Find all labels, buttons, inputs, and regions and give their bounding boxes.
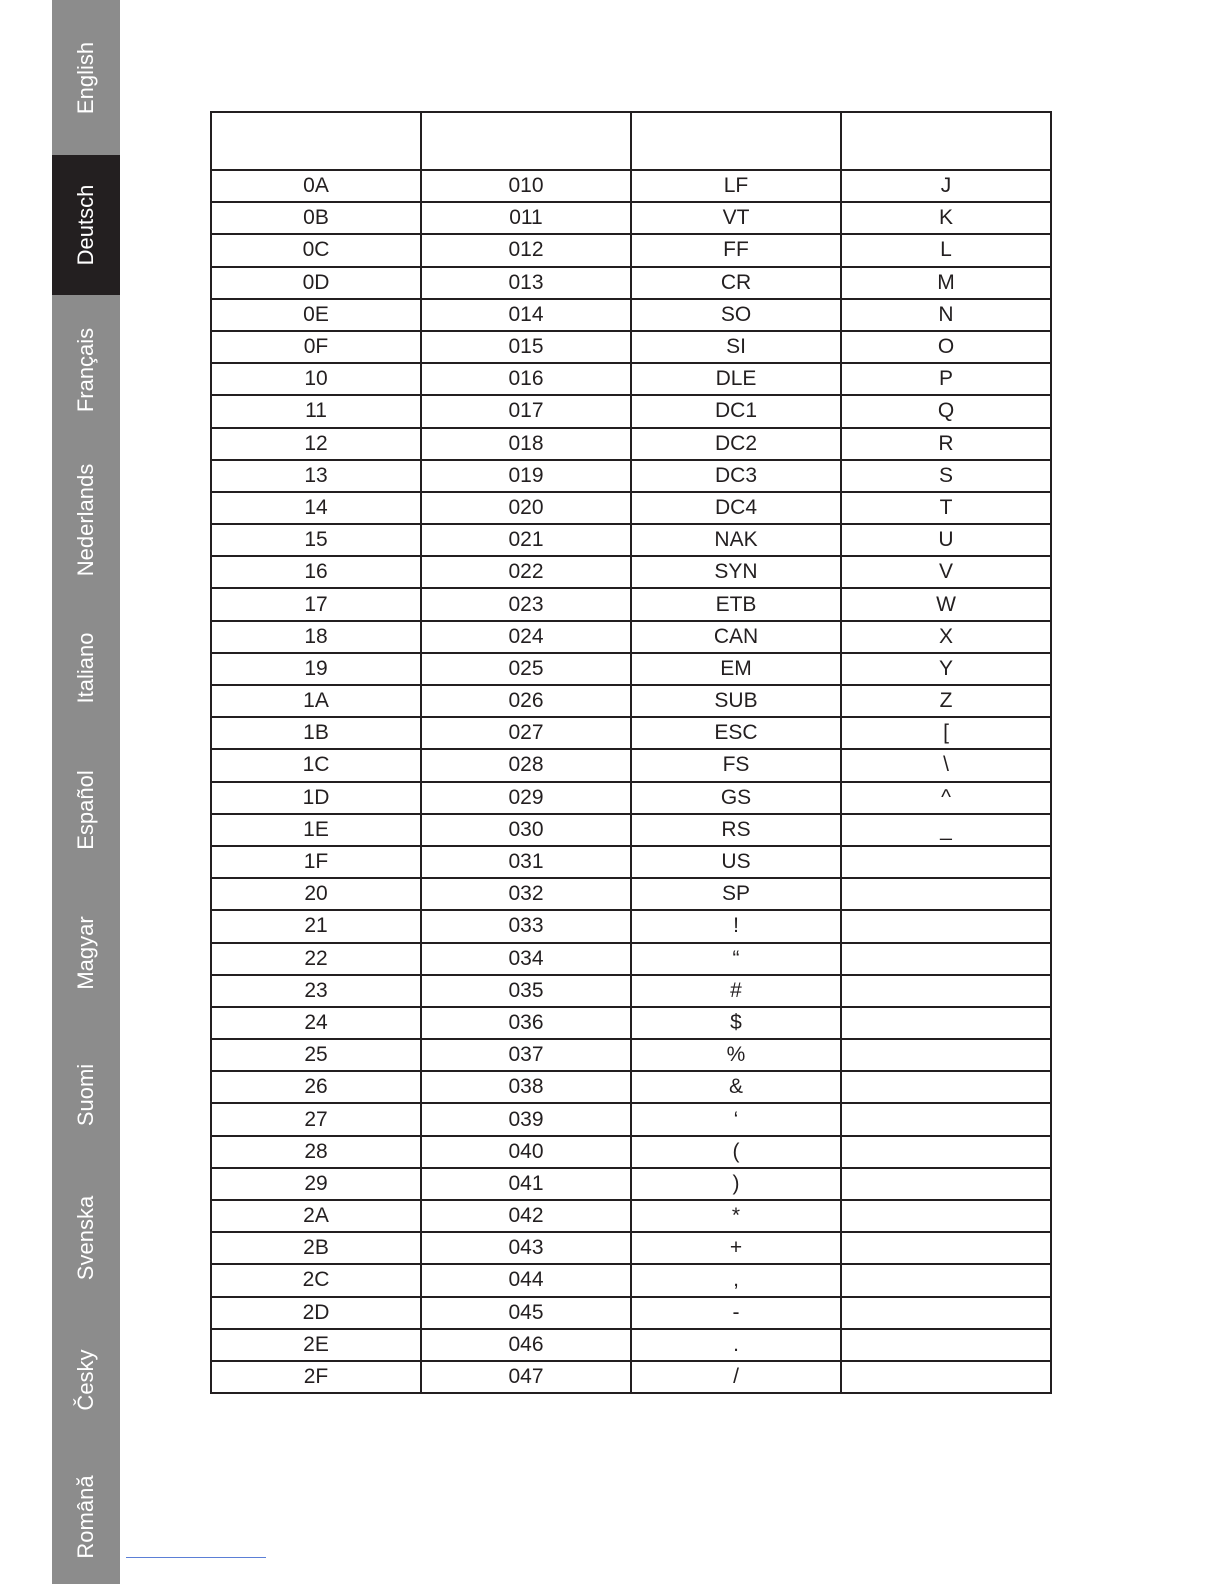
table-row bbox=[211, 428, 1051, 460]
table-cell: 2C bbox=[211, 1264, 421, 1296]
language-tab-english[interactable] bbox=[52, 0, 120, 155]
table-cell: , bbox=[631, 1264, 841, 1296]
table-cell: 11 bbox=[211, 395, 421, 427]
table-row bbox=[211, 492, 1051, 524]
table-cell: 045 bbox=[421, 1297, 631, 1329]
table-row bbox=[211, 685, 1051, 717]
table-cell: DC3 bbox=[631, 460, 841, 492]
table-cell: ^ bbox=[841, 782, 1051, 814]
table-cell: 017 bbox=[421, 395, 631, 427]
table-cell: 023 bbox=[421, 588, 631, 620]
table-cell bbox=[841, 943, 1051, 975]
table-cell: EM bbox=[631, 653, 841, 685]
table-cell: 16 bbox=[211, 556, 421, 588]
table-row bbox=[211, 556, 1051, 588]
table-cell: 23 bbox=[211, 975, 421, 1007]
table-cell: * bbox=[631, 1200, 841, 1232]
table-cell: Z bbox=[841, 685, 1051, 717]
table-cell bbox=[841, 1329, 1051, 1361]
table-cell: Y bbox=[841, 653, 1051, 685]
table-cell: CAN bbox=[631, 621, 841, 653]
table-cell: CR bbox=[631, 267, 841, 299]
table-cell: 18 bbox=[211, 621, 421, 653]
table-cell: 19 bbox=[211, 653, 421, 685]
table-cell: 15 bbox=[211, 524, 421, 556]
table-cell: 046 bbox=[421, 1329, 631, 1361]
table-cell: 2A bbox=[211, 1200, 421, 1232]
table-cell: R bbox=[841, 428, 1051, 460]
table-row bbox=[211, 1168, 1051, 1200]
table-cell: 044 bbox=[421, 1264, 631, 1296]
table-row bbox=[211, 234, 1051, 266]
table-row bbox=[211, 524, 1051, 556]
table-cell: 027 bbox=[421, 717, 631, 749]
table-cell: ESC bbox=[631, 717, 841, 749]
language-tab-label: Italiano bbox=[73, 632, 98, 703]
table-cell: 015 bbox=[421, 331, 631, 363]
table-row bbox=[211, 1264, 1051, 1296]
table-row bbox=[211, 846, 1051, 878]
table-cell: 021 bbox=[421, 524, 631, 556]
table-cell: 24 bbox=[211, 1007, 421, 1039]
table-cell bbox=[841, 1039, 1051, 1071]
table-cell: L bbox=[841, 234, 1051, 266]
language-tab-label: Česky bbox=[73, 1349, 98, 1411]
language-tab-español[interactable] bbox=[52, 740, 120, 880]
table-cell: DLE bbox=[631, 363, 841, 395]
language-sidebar bbox=[52, 0, 120, 1584]
table-cell: 047 bbox=[421, 1361, 631, 1393]
table-row bbox=[211, 1329, 1051, 1361]
table-cell: % bbox=[631, 1039, 841, 1071]
table-body bbox=[211, 170, 1051, 1393]
table-cell: 20 bbox=[211, 878, 421, 910]
header-cell bbox=[631, 112, 841, 170]
table-cell: 011 bbox=[421, 202, 631, 234]
table-cell: 037 bbox=[421, 1039, 631, 1071]
table-row bbox=[211, 1297, 1051, 1329]
table-cell: 22 bbox=[211, 943, 421, 975]
language-tab-română[interactable] bbox=[52, 1450, 120, 1584]
table-cell: M bbox=[841, 267, 1051, 299]
table-cell: 042 bbox=[421, 1200, 631, 1232]
table-cell: “ bbox=[631, 943, 841, 975]
language-tab-deutsch[interactable] bbox=[52, 155, 120, 295]
table-row bbox=[211, 782, 1051, 814]
table-cell: 1C bbox=[211, 749, 421, 781]
header-cell bbox=[841, 112, 1051, 170]
table-cell: X bbox=[841, 621, 1051, 653]
table-cell: 010 bbox=[421, 170, 631, 202]
table-cell: 030 bbox=[421, 814, 631, 846]
table-cell: SYN bbox=[631, 556, 841, 588]
table-cell: 031 bbox=[421, 846, 631, 878]
table-cell: ) bbox=[631, 1168, 841, 1200]
table-cell: 035 bbox=[421, 975, 631, 1007]
table-row bbox=[211, 395, 1051, 427]
table-cell: S bbox=[841, 460, 1051, 492]
code-table-container bbox=[210, 111, 1052, 1394]
table-cell: NAK bbox=[631, 524, 841, 556]
table-cell: _ bbox=[841, 814, 1051, 846]
table-cell: SI bbox=[631, 331, 841, 363]
table-cell bbox=[841, 1264, 1051, 1296]
table-cell: W bbox=[841, 588, 1051, 620]
language-tab-label: Suomi bbox=[73, 1063, 98, 1127]
table-cell: 040 bbox=[421, 1136, 631, 1168]
table-cell: Q bbox=[841, 395, 1051, 427]
table-row bbox=[211, 363, 1051, 395]
table-row bbox=[211, 202, 1051, 234]
language-tab-svenska[interactable] bbox=[52, 1165, 120, 1310]
table-cell: 13 bbox=[211, 460, 421, 492]
language-tab-česky[interactable] bbox=[52, 1310, 120, 1450]
table-cell: + bbox=[631, 1232, 841, 1264]
table-row bbox=[211, 943, 1051, 975]
language-tab-label: Nederlands bbox=[73, 463, 98, 577]
table-cell: $ bbox=[631, 1007, 841, 1039]
table-cell: 036 bbox=[421, 1007, 631, 1039]
table-row bbox=[211, 1007, 1051, 1039]
table-row bbox=[211, 717, 1051, 749]
table-cell: FF bbox=[631, 234, 841, 266]
table-cell: N bbox=[841, 299, 1051, 331]
table-cell: ETB bbox=[631, 588, 841, 620]
table-cell bbox=[841, 1136, 1051, 1168]
table-cell: - bbox=[631, 1297, 841, 1329]
table-row bbox=[211, 878, 1051, 910]
table-cell: P bbox=[841, 363, 1051, 395]
table-cell bbox=[841, 1297, 1051, 1329]
table-cell: T bbox=[841, 492, 1051, 524]
table-cell: 1E bbox=[211, 814, 421, 846]
table-cell: / bbox=[631, 1361, 841, 1393]
table-cell: 26 bbox=[211, 1071, 421, 1103]
language-tab-français[interactable] bbox=[52, 295, 120, 445]
table-cell: VT bbox=[631, 202, 841, 234]
table-cell bbox=[841, 846, 1051, 878]
table-cell: 2B bbox=[211, 1232, 421, 1264]
table-cell: 0F bbox=[211, 331, 421, 363]
language-tab-label: Español bbox=[73, 770, 98, 850]
table-cell: DC2 bbox=[631, 428, 841, 460]
table-cell: 029 bbox=[421, 782, 631, 814]
table-cell: 14 bbox=[211, 492, 421, 524]
table-cell: LF bbox=[631, 170, 841, 202]
table-cell: 032 bbox=[421, 878, 631, 910]
table-header-row bbox=[211, 112, 1051, 170]
table-cell: 013 bbox=[421, 267, 631, 299]
header-cell bbox=[211, 112, 421, 170]
table-cell bbox=[841, 1168, 1051, 1200]
table-cell: RS bbox=[631, 814, 841, 846]
table-row bbox=[211, 1039, 1051, 1071]
table-cell: 039 bbox=[421, 1103, 631, 1135]
table-row bbox=[211, 170, 1051, 202]
table-cell: 016 bbox=[421, 363, 631, 395]
table-cell: U bbox=[841, 524, 1051, 556]
table-cell: 0A bbox=[211, 170, 421, 202]
table-cell: 1D bbox=[211, 782, 421, 814]
table-cell: FS bbox=[631, 749, 841, 781]
table-row bbox=[211, 267, 1051, 299]
table-cell: J bbox=[841, 170, 1051, 202]
language-tab-italiano[interactable] bbox=[52, 595, 120, 740]
table-cell: . bbox=[631, 1329, 841, 1361]
language-tab-label: Svenska bbox=[73, 1195, 98, 1280]
table-cell: 033 bbox=[421, 910, 631, 942]
table-cell: 10 bbox=[211, 363, 421, 395]
table-cell: 026 bbox=[421, 685, 631, 717]
table-cell: ‘ bbox=[631, 1103, 841, 1135]
table-cell: & bbox=[631, 1071, 841, 1103]
table-cell: 0E bbox=[211, 299, 421, 331]
language-tab-suomi[interactable] bbox=[52, 1025, 120, 1165]
table-cell: 020 bbox=[421, 492, 631, 524]
table-cell bbox=[841, 1103, 1051, 1135]
table-cell: SO bbox=[631, 299, 841, 331]
table-cell: 1A bbox=[211, 685, 421, 717]
table-row bbox=[211, 975, 1051, 1007]
table-cell: DC1 bbox=[631, 395, 841, 427]
table-cell: 025 bbox=[421, 653, 631, 685]
table-cell: 024 bbox=[421, 621, 631, 653]
table-cell: 17 bbox=[211, 588, 421, 620]
table-row bbox=[211, 1232, 1051, 1264]
table-row bbox=[211, 588, 1051, 620]
table-cell: 2F bbox=[211, 1361, 421, 1393]
table-cell: 21 bbox=[211, 910, 421, 942]
table-cell: V bbox=[841, 556, 1051, 588]
language-tab-label: Română bbox=[73, 1475, 98, 1559]
table-cell: 1F bbox=[211, 846, 421, 878]
table-cell: \ bbox=[841, 749, 1051, 781]
table-cell: ( bbox=[631, 1136, 841, 1168]
table-cell: SP bbox=[631, 878, 841, 910]
table-cell: 034 bbox=[421, 943, 631, 975]
table-cell: ! bbox=[631, 910, 841, 942]
language-tab-magyar[interactable] bbox=[52, 880, 120, 1025]
table-cell: 27 bbox=[211, 1103, 421, 1135]
table-cell: 25 bbox=[211, 1039, 421, 1071]
table-row bbox=[211, 331, 1051, 363]
table-cell bbox=[841, 1071, 1051, 1103]
table-cell: 28 bbox=[211, 1136, 421, 1168]
language-tab-label: English bbox=[73, 41, 98, 114]
table-cell: 038 bbox=[421, 1071, 631, 1103]
table-cell bbox=[841, 1232, 1051, 1264]
table-row bbox=[211, 1200, 1051, 1232]
table-cell: 0D bbox=[211, 267, 421, 299]
table-row bbox=[211, 814, 1051, 846]
table-cell: 0B bbox=[211, 202, 421, 234]
table-row bbox=[211, 653, 1051, 685]
table-row bbox=[211, 910, 1051, 942]
table-cell: 022 bbox=[421, 556, 631, 588]
table-cell: 014 bbox=[421, 299, 631, 331]
table-cell: 041 bbox=[421, 1168, 631, 1200]
table-cell bbox=[841, 1007, 1051, 1039]
table-cell: 018 bbox=[421, 428, 631, 460]
table-cell: 2D bbox=[211, 1297, 421, 1329]
table-cell: # bbox=[631, 975, 841, 1007]
table-cell: 29 bbox=[211, 1168, 421, 1200]
table-row bbox=[211, 1361, 1051, 1393]
language-tab-nederlands[interactable] bbox=[52, 445, 120, 595]
table-cell: 019 bbox=[421, 460, 631, 492]
table-cell: US bbox=[631, 846, 841, 878]
table-row bbox=[211, 460, 1051, 492]
table-cell: 12 bbox=[211, 428, 421, 460]
header-cell bbox=[421, 112, 631, 170]
table-cell: 1B bbox=[211, 717, 421, 749]
table-cell: 028 bbox=[421, 749, 631, 781]
table-cell bbox=[841, 975, 1051, 1007]
table-cell bbox=[841, 1200, 1051, 1232]
table-cell bbox=[841, 1361, 1051, 1393]
table-row bbox=[211, 299, 1051, 331]
table-cell bbox=[841, 878, 1051, 910]
language-tab-label: Deutsch bbox=[73, 184, 98, 266]
table-cell: [ bbox=[841, 717, 1051, 749]
table-cell: O bbox=[841, 331, 1051, 363]
table-cell: DC4 bbox=[631, 492, 841, 524]
table-cell: SUB bbox=[631, 685, 841, 717]
table-row bbox=[211, 1071, 1051, 1103]
table-row bbox=[211, 749, 1051, 781]
table-row bbox=[211, 1103, 1051, 1135]
table-cell: K bbox=[841, 202, 1051, 234]
table-cell: 2E bbox=[211, 1329, 421, 1361]
table-cell: 043 bbox=[421, 1232, 631, 1264]
table-cell bbox=[841, 910, 1051, 942]
ascii-code-table bbox=[210, 111, 1052, 1394]
language-tab-label: Magyar bbox=[73, 915, 98, 990]
table-row bbox=[211, 621, 1051, 653]
table-row bbox=[211, 1136, 1051, 1168]
table-cell: 012 bbox=[421, 234, 631, 266]
table-cell: GS bbox=[631, 782, 841, 814]
language-tab-label: Français bbox=[73, 327, 98, 413]
footer-rule bbox=[126, 1557, 266, 1558]
table-cell: 0C bbox=[211, 234, 421, 266]
